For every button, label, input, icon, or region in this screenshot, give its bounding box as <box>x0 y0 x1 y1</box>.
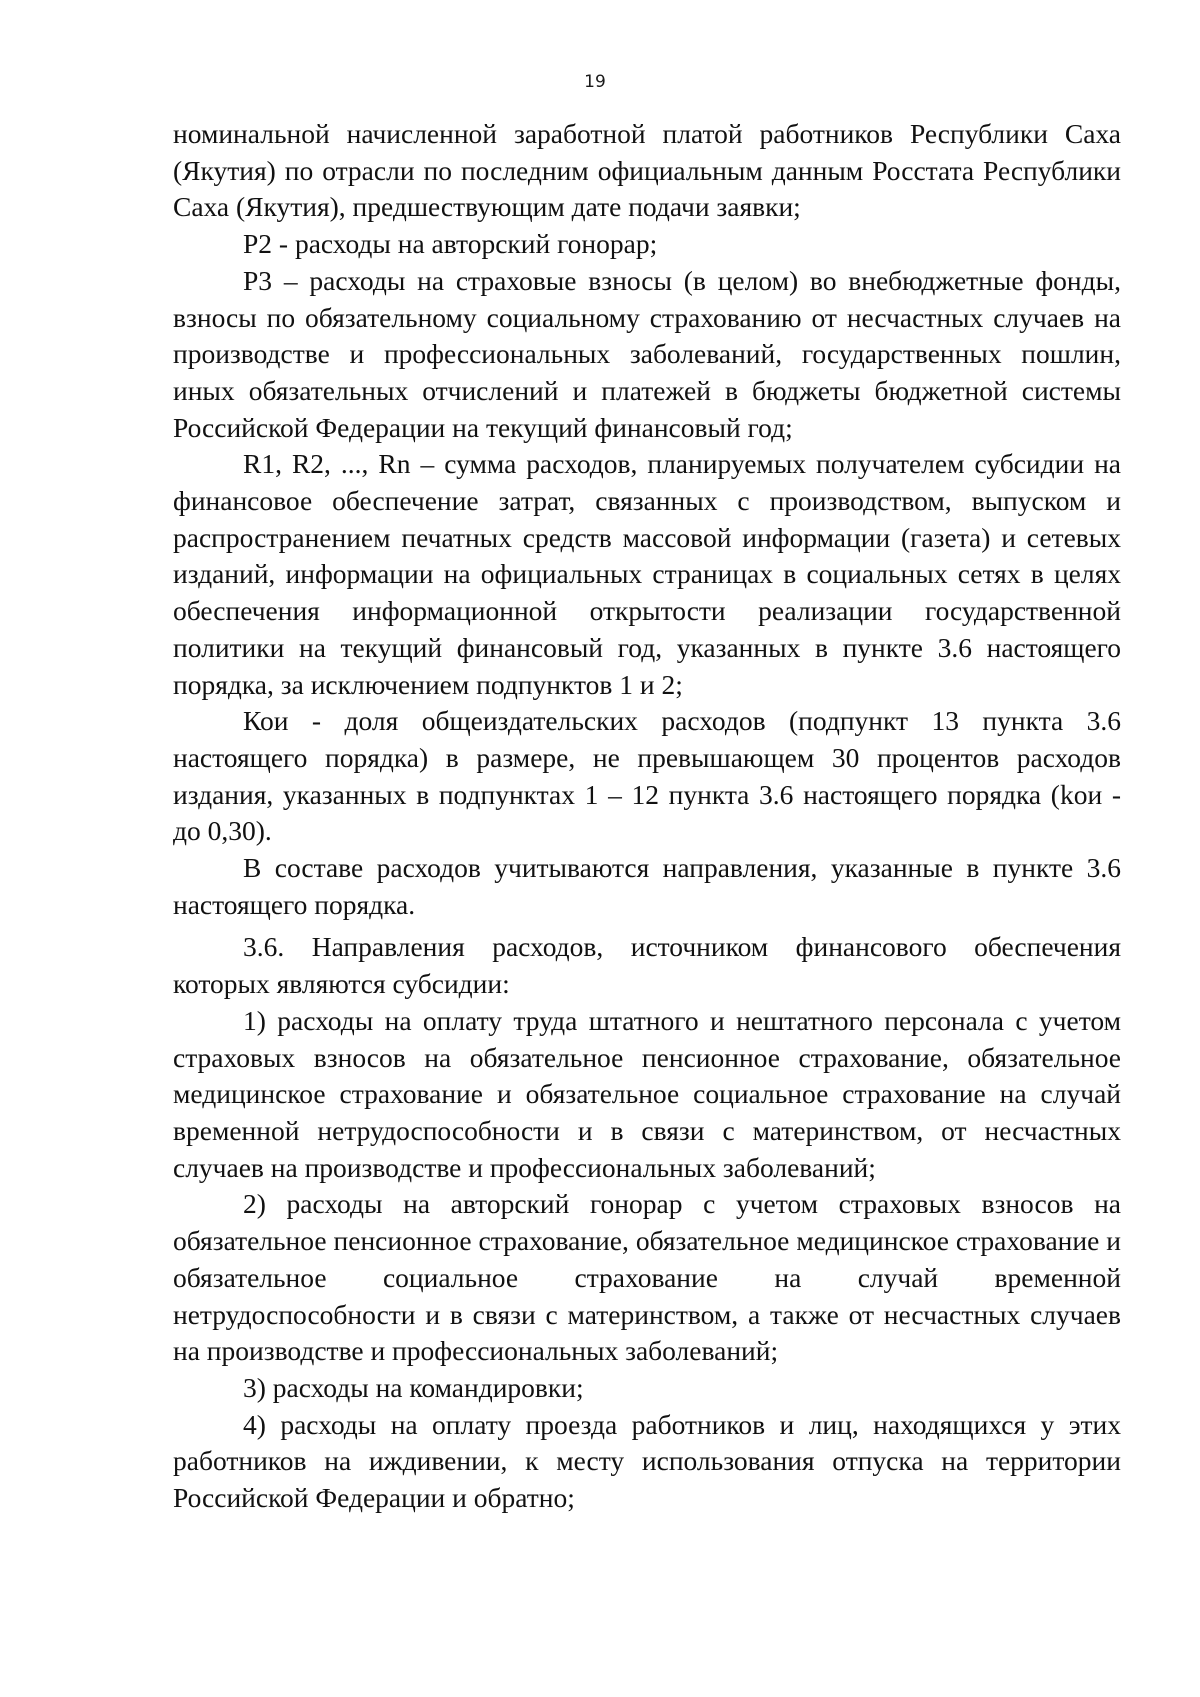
list-item-3: 3) расходы на командировки; <box>243 1371 584 1403</box>
paragraph-p2-definition: Р2 - расходы на авторский гонорар; <box>243 228 658 260</box>
paragraph-section-3-6: 3.6. Направления расходов, источником финансового обеспечения которых являются субсидии: <box>173 931 1121 1000</box>
paragraph-rn-definition: R1, R2, ..., Rn – сумма расходов, планируемых получателем субсидии на финансовое обеспечение затрат, связанных с производством, выпуском и распространением печатных средств массовой информации (газета) и сетевых изданий, информации на официальных страницах в социальных сетях в целях обеспечения информационной открытости реализации государственной политики на текущий финансовый год, указанных в пункте 3.6 настоящего порядка, за исключением подпунктов 1 и 2; <box>173 448 1121 700</box>
paragraph-continuation: номинальной начисленной заработной платой работников Республики Саха (Якутия) по отрасли по последним официальным данным Росстата Республики Саха (Якутия), предшествующим дате подачи заявки; <box>173 118 1121 223</box>
page-number: 19 <box>584 72 606 92</box>
paragraph-expense-directions-note: В составе расходов учитываются направления, указанные в пункте 3.6 настоящего порядка. <box>173 852 1121 920</box>
list-item-4: 4) расходы на оплату проезда работников и лиц, находящихся у этих работников на иждивении, к месту использования отпуска на территории Российской Федерации и обратно; <box>173 1408 1121 1514</box>
paragraph-koi-definition: Кои - доля общеиздательских расходов (подпункт 13 пункта 3.6 настоящего порядка) в размере, не превышающем 30 процентов расходов издания, указанных в подпунктах 1 – 12 пункта 3.6 настоящего порядка (kои - до 0,30). <box>173 705 1121 847</box>
list-item-2: 2) расходы на авторский гонорар с учетом страховых взносов на обязательное пенсионное страхование, обязательное медицинское страхование и обязательное социальное страхование на случай временной нетрудоспособности и в связи с материнством, а также от несчастных случаев на производстве и профессиональных заболеваний; <box>173 1188 1121 1367</box>
list-item-1: 1) расходы на оплату труда штатного и нештатного персонала с учетом страховых взносов на обязательное пенсионное страхование, обязательное медицинское страхование и обязательное социальное страхование на случай временной нетрудоспособности и в связи с материнством, от несчастных случаев на производстве и профессиональных заболеваний; <box>173 1004 1121 1183</box>
paragraph-p3-definition: Р3 – расходы на страховые взносы (в целом) во внебюджетные фонды, взносы по обязательному социальному страхованию от несчастных случаев на производстве и профессиональных заболеваний, государственных пошлин, иных обязательных отчислений и платежей в бюджеты бюджетной системы Российской Федерации на текущий финансовый год; <box>173 264 1121 443</box>
document-body <box>173 116 1121 1517</box>
